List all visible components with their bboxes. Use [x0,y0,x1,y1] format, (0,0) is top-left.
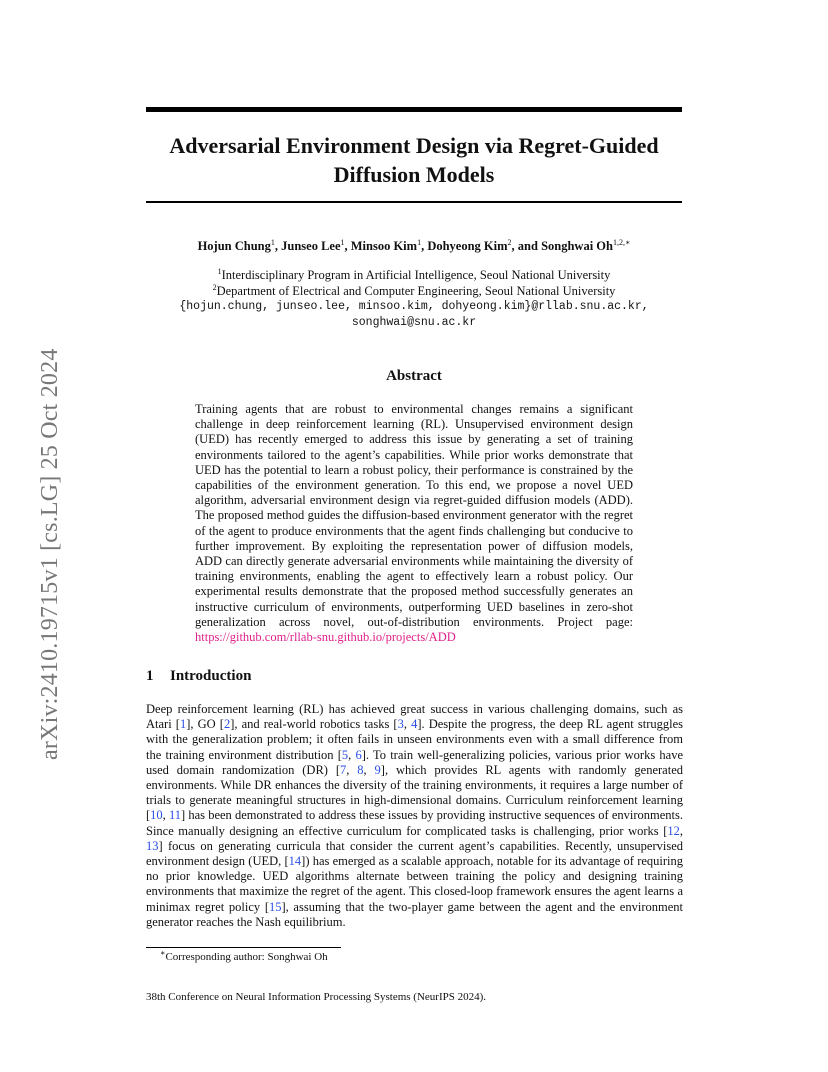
title-top-rule [146,107,682,112]
citation-link[interactable]: 2 [223,717,231,732]
body-text: ], assuming that the two-player game between the agent and the environment generator reaches the Nash equilibrium. [146,899,683,929]
citation-link[interactable]: 7 [340,762,347,777]
citation-link[interactable]: 9 [374,762,381,777]
citation-link[interactable]: 10 [150,808,163,823]
body-text: , [679,823,683,838]
paper-title [146,131,682,189]
author-affiliation-mark: 2 [507,237,512,247]
arxiv-identifier-stamp: arXiv:2410.19715v1 [cs.LG] 25 Oct 2024 [37,348,63,760]
affiliation-line [146,268,682,284]
email-line: songhwai@snu.ac.kr [351,315,477,329]
body-text: ] focus on generating curricula that consider the current agent’s capabilities. Recently, unsupervised environment design (UED, [ [146,838,683,869]
body-text: ]. To train well-generalizing policies, various prior works have used domain randomization (DR) [ [146,747,683,777]
footnote-mark: ∗ [160,948,166,958]
project-page-link[interactable]: https://github.com/rllab-snu.github.io/projects/ADD [195,630,456,645]
section-heading [146,668,682,685]
venue-footer: 38th Conference on Neural Information Processing Systems (NeurIPS 2024). [146,991,487,1003]
citation-link[interactable]: 4 [411,717,418,732]
body-text: , [403,717,412,732]
introduction-paragraph [146,702,683,930]
affiliations-block [146,268,682,330]
author-affiliation-mark: 1 [417,237,422,247]
affiliation-line [146,284,682,300]
body-text: , [346,762,358,777]
section-number: 1 [146,668,154,684]
citation-link[interactable]: 14 [288,854,302,869]
body-text: , [363,762,375,777]
footnote [160,950,328,964]
author-name: Junseo Lee [281,239,341,253]
citation-link[interactable]: 12 [667,823,680,838]
author-name: Songhwai Oh [541,239,613,253]
author-name: Dohyeong Kim [427,239,508,253]
author-name: Hojun Chung [197,239,271,253]
citation-link[interactable]: 8 [357,762,364,777]
title-line-1: Adversarial Environment Design via Regret-Guided [169,133,659,158]
section-title: Introduction [170,668,252,684]
author-affiliation-mark: 1,2,∗ [612,237,631,247]
email-line: {hojun.chung, junseo.lee, minsoo.kim, dohyeong.kim}@rllab.snu.ac.kr, [179,300,649,313]
body-text: Deep reinforcement learning (RL) has achieved great success in various challenging domains, such as Atari [ [146,702,683,732]
footnote-rule [146,947,341,948]
author-affiliation-mark: 1 [270,237,275,247]
author-list: Hojun Chung$^1$, Junseo Lee$^1$, Minsoo Kim$^1$, Dohyeong Kim$^2$, and Songhwai $Oh^{1,2,∗}$ [197,237,631,253]
body-text: ] has been demonstrated to address these issues by providing instructive sequences of environments. Since manually designing an effective curriculum for complicated tasks is challenging, prior works [ [146,808,683,838]
abstract-text: Training agents that are robust to environmental changes remains a significant challenge in deep reinforcement learning (RL). Unsupervised environment design (UED) has recently emerged to address this issue by generating a set of training environments tailored to the agent’s capabilities. While prior works demonstrate that UED has the potential to learn a robust policy, their performance is constrained by the capabilities of the environment generation. To this end, we propose a novel UED algorithm, adversarial environment design via regret-guided diffusion models (ADD). The proposed method guides the diffusion-based environment generator with the regret of the agent to produce environments that the agent finds challenging but conducive to further improvement. By exploiting the representation power of diffusion models, ADD can directly generate adversarial environments while maintaining the diversity of training environments, enabling the agent to effectively learn a robust policy. Our experimental results demonstrate that the proposed method successfully generates an instructive curriculum of environments, outperforming UED baselines in zero-shot generalization across novel, out-of-distribution environments. Project page: [195,402,633,629]
body-text: ]) has emerged as a scalable approach, notable for its advantage of requiring no prior knowledge. UED algorithms alternate between training the policy and designing training environments that maximize the regret of the agent. This closed-loop framework ensures the agent learns a minimax regret policy [ [146,854,684,914]
citation-link[interactable]: 5 [341,747,349,762]
title-line-2: Diffusion Models [333,162,495,187]
citation-link[interactable]: 15 [268,899,282,914]
affiliation-mark: 2 [212,282,217,292]
authors-conjunction: , and [511,239,542,253]
citation-link[interactable]: 13 [146,838,159,853]
abstract-paragraph [195,402,633,645]
author-name: Minsoo Kim [350,239,418,253]
citation-link[interactable]: 1 [179,717,187,732]
author-affiliation-mark: 1 [340,237,345,247]
body-text: , [348,747,356,762]
body-text: ], GO [ [186,717,224,732]
title-bottom-rule [146,201,682,203]
body-text: ], and real-world robotics tasks [ [230,717,398,732]
footnote-text: Corresponding author: Songhwai Oh [165,951,328,963]
abstract-heading: Abstract [386,368,442,384]
body-text: ]. Despite the progress, the deep RL agent struggles with the generalization problem; it often fails in unseen environments even with a small difference from the training environment distribution [ [146,717,683,762]
affiliation-text: Department of Electrical and Computer Engineering, Seoul National University [216,283,616,298]
citation-link[interactable]: 11 [168,808,182,823]
body-text: , [162,808,169,823]
body-text: ], which provides RL agents with randomly generated environments. While DR enhances the diversity of the training environments, it requires a large number of trials to generate meaningful structures in high-dimensional domains. Curriculum reinforcement learning [ [146,762,683,823]
citation-link[interactable]: 3 [397,717,404,732]
affiliation-text: Interdisciplinary Program in Artificial Intelligence, Seoul National University [221,268,611,282]
citation-link[interactable]: 6 [355,747,362,762]
affiliation-mark: 1 [217,266,222,276]
